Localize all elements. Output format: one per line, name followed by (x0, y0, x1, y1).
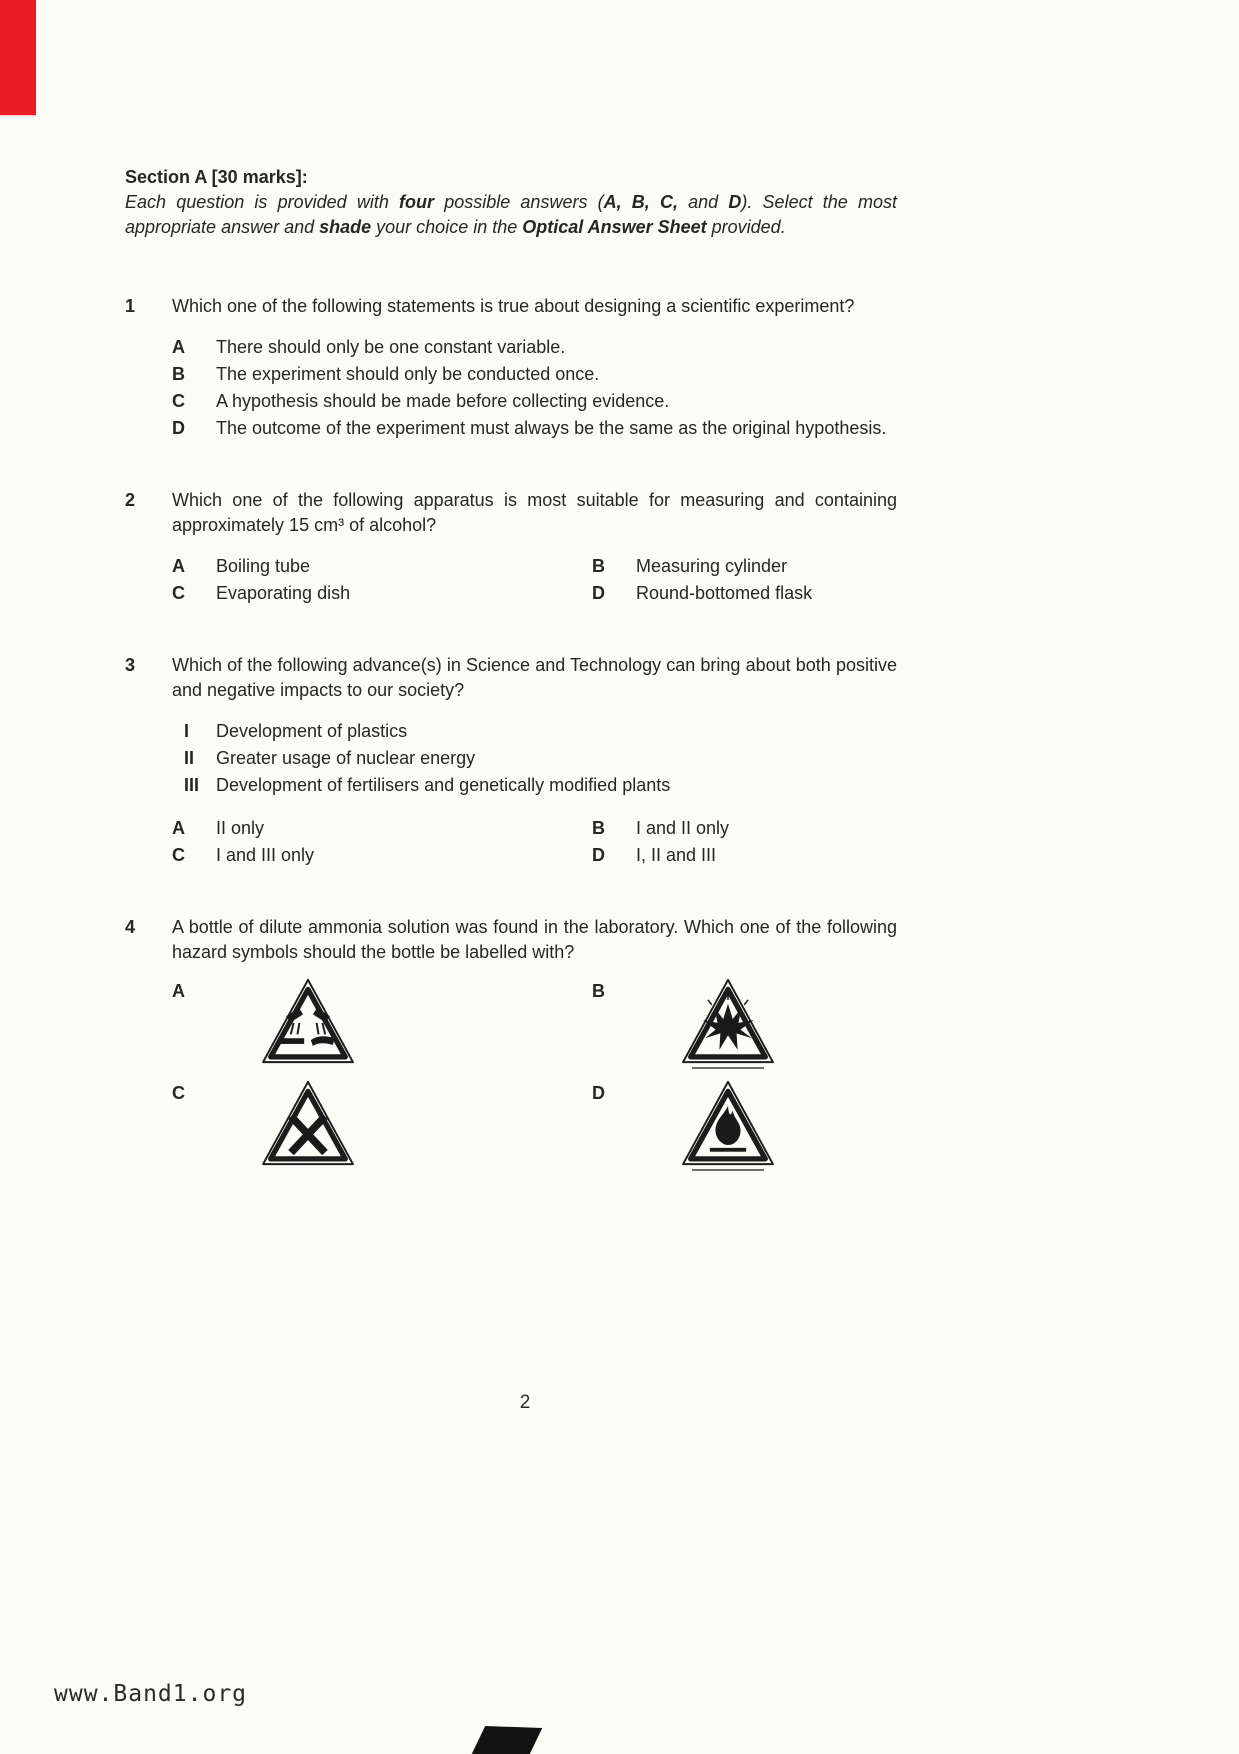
instruction-segment: possible answers ( (434, 192, 604, 212)
instruction-segment: ). Select the most appropriate answer and (125, 192, 897, 237)
option-text: A hypothesis should be made before collecting evidence. (216, 391, 670, 411)
instruction-segment: your choice in the (371, 217, 523, 237)
option-label: D (592, 845, 605, 865)
question-4-number: 4 (125, 917, 136, 937)
instruction-segment: Each question is provided with (125, 192, 400, 212)
question-3-number: 3 (125, 655, 136, 675)
question-4 (125, 915, 897, 1171)
question-2-option-d (592, 580, 897, 607)
question-3-statements (184, 718, 897, 799)
flammable-hazard-icon (680, 1079, 776, 1167)
instruction-segment: Optical Answer Sheet (522, 217, 707, 237)
option-text: There should only be one constant variable. (216, 337, 566, 357)
symbol-caption-line (692, 1169, 764, 1171)
statement-label: I (184, 721, 190, 741)
option-label: A (172, 981, 185, 1001)
question-4-option-d (592, 1079, 897, 1171)
option-label: B (592, 818, 605, 838)
scan-artifact (472, 1726, 542, 1754)
statement-text: Greater usage of nuclear energy (216, 748, 476, 768)
option-label: C (172, 845, 185, 865)
instruction-segment: shade (319, 217, 372, 237)
statement-label: II (184, 748, 195, 768)
option-label: D (172, 418, 185, 438)
option-label: A (172, 337, 185, 357)
question-3 (125, 653, 897, 869)
statement-i (184, 718, 897, 745)
question-3-option-d (592, 842, 897, 869)
option-text: The outcome of the experiment must always be the same as the original hypothesis. (216, 418, 887, 438)
option-label: C (172, 391, 185, 411)
question-4-symbols (172, 977, 897, 1171)
section-title: Section A [30 marks]: (125, 167, 308, 187)
option-text: Evaporating dish (216, 583, 351, 603)
instruction-segment: D (728, 192, 742, 212)
question-2-text: Which one of the following apparatus is most suitable for measuring and containing approximately 15 cm³ of alcohol? (172, 490, 897, 535)
question-1-option-d (172, 415, 897, 442)
question-2-option-a (172, 553, 592, 580)
page-number: 2 (519, 1392, 531, 1413)
instruction-segment: A, B, C, (603, 192, 678, 212)
watermark-url: www.Band1.org (54, 1681, 248, 1707)
option-label: B (592, 556, 605, 576)
question-1-number: 1 (125, 296, 136, 316)
option-text: Round-bottomed flask (636, 583, 813, 603)
question-1-option-b (172, 361, 897, 388)
option-label: A (172, 556, 185, 576)
hazard-symbol-d (680, 1079, 776, 1171)
question-1-option-c (172, 388, 897, 415)
option-label: B (592, 981, 605, 1001)
explosive-hazard-icon (680, 977, 776, 1065)
question-3-option-c (172, 842, 592, 869)
option-text: I, II and III (636, 845, 717, 865)
option-text: I and II only (636, 818, 730, 838)
statement-iii (184, 772, 897, 799)
option-text: II only (216, 818, 265, 838)
question-1-text: Which one of the following statements is true about designing a scientific experiment? (172, 296, 855, 316)
question-2-number: 2 (125, 490, 136, 510)
hazard-symbol-a (260, 977, 356, 1065)
question-2 (125, 488, 897, 607)
instruction-segment: and (677, 192, 729, 212)
option-label: C (172, 1083, 185, 1103)
symbol-caption-line (692, 1067, 764, 1069)
question-4-option-c (172, 1079, 592, 1171)
question-1 (125, 294, 897, 442)
statement-ii (184, 745, 897, 772)
question-3-text: Which of the following advance(s) in Science and Technology can bring about both positive and negative impacts to our society? (172, 655, 897, 700)
question-3-option-a (172, 815, 592, 842)
question-2-option-c (172, 580, 592, 607)
question-2-option-b (592, 553, 897, 580)
corrosive-hazard-icon (260, 977, 356, 1065)
scan-red-stripe (0, 0, 36, 115)
section-instructions (125, 190, 897, 240)
option-label: D (592, 583, 605, 603)
option-label: A (172, 818, 185, 838)
harmful-hazard-icon (260, 1079, 356, 1167)
question-4-text: A bottle of dilute ammonia solution was found in the laboratory. Which one of the following hazard symbols should the bottle be labelled with? (172, 917, 897, 962)
instruction-segment: provided. (706, 217, 786, 237)
question-1-option-a (172, 334, 897, 361)
statement-text: Development of plastics (216, 721, 408, 741)
question-4-option-b (592, 977, 897, 1069)
question-3-option-b (592, 815, 897, 842)
option-label: B (172, 364, 185, 384)
question-4-option-a (172, 977, 592, 1069)
instruction-segment: four (399, 192, 435, 212)
page-content (125, 165, 897, 1217)
option-text: Measuring cylinder (636, 556, 788, 576)
statement-label: III (184, 775, 200, 795)
option-text: I and III only (216, 845, 315, 865)
hazard-symbol-c (260, 1079, 356, 1167)
hazard-symbol-b (680, 977, 776, 1069)
option-label: C (172, 583, 185, 603)
option-label: D (592, 1083, 605, 1103)
option-text: Boiling tube (216, 556, 311, 576)
statement-text: Development of fertilisers and genetically modified plants (216, 775, 671, 795)
option-text: The experiment should only be conducted once. (216, 364, 600, 384)
